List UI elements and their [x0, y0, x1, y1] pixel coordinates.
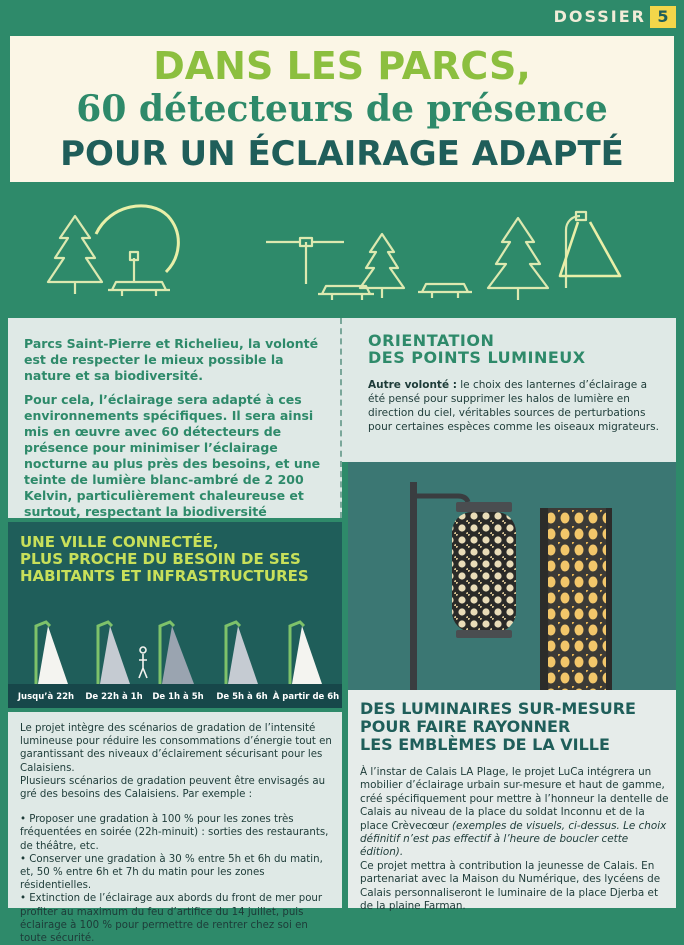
pedestrian-icon — [139, 647, 147, 678]
orientation-title-line-1: ORIENTATION — [368, 331, 495, 350]
intro-panel — [8, 318, 342, 518]
luminaires-caption-note: (exemples de visuels, ci-dessus. Le choix définitif n’est pas effectif à l’heure de boucler cette édition). — [360, 819, 667, 859]
luminaires-title-line-1: DES LUMINAIRES SUR-MESURE — [360, 699, 636, 718]
street-lamp-icon — [98, 622, 130, 684]
street-lamp-icon — [160, 622, 194, 684]
scenarios-paragraph-2: Plusieurs scénarios de gradation peuvent être envisagés au gré des besoins des Calaisiens. Par exemple : — [20, 775, 326, 801]
time-label-4: De 5h à 6h — [216, 692, 268, 702]
park-lighting-illustration — [0, 186, 684, 314]
scenarios-bullet-3: • Extinction de l’éclairage aux abords du front de mer pour profiter au maximum du feu d’artifice du 14 juillet, puis éclairage à 100 % pour permettre de rentrer chez soi en toute sécurité. — [20, 893, 323, 945]
luminaires-panel — [348, 690, 676, 913]
title-line-3: POUR UN ÉCLAIRAGE ADAPTÉ — [60, 134, 624, 174]
connected-city-panel — [8, 522, 342, 708]
section-label: DOSSIER — [553, 7, 646, 26]
luminaires-title-line-2: POUR FAIRE RAYONNER — [360, 717, 571, 736]
lace-luminaire-image — [348, 462, 676, 690]
luminaires-title-line-3: LES EMBLÈMES DE LA VILLE — [360, 735, 610, 754]
scenarios-paragraph-1: Le projet intègre des scénarios de gradation de l’intensité lumineuse pour réduire les consommations d’énergie tout en garantissant des niveaux d’éclairement sécurisant pour les Calaisiens. — [20, 723, 332, 774]
luminaires-paragraph-1: À l’instar de Calais LA Plage, le projet LuCa intégrera un mobilier d’éclairage urbain sur-mesure et haut de gamme, créé spécifiquement pour mettre à l’honneur la dentelle de Calais au niveau de la place du soldat Inconnu et de la place Crèvecœur — [360, 766, 669, 832]
title-line-1: DANS LES PARCS, — [153, 44, 531, 88]
scenarios-bullet-2: • Conserver une gradation à 30 % entre 5h et 6h du matin, et, 50 % entre 6h et 7h du matin pour les zones résidentielles. — [20, 853, 323, 892]
connected-title-line-2: PLUS PROCHE DU BESOIN DE SES — [20, 550, 301, 568]
intro-paragraph-2: Pour cela, l’éclairage sera adapté à ces environnements spécifiques. Il sera ainsi mis en œuvre avec 60 détecteurs de présence pour minimiser l’éclairage nocturne au plus près des besoins, et une teinte de lumière blanc-ambré de 2 200 Kelvin, particulièrement chaleureuse et surtout, respectant la biodiversité — [24, 392, 321, 519]
time-label-2: De 22h à 1h — [85, 692, 143, 702]
luminaires-text — [360, 766, 672, 913]
title-line-2: 60 détecteurs de présence — [76, 88, 608, 130]
top-bar — [0, 0, 684, 30]
luminaires-title — [360, 700, 670, 754]
intro-paragraph-1: Parcs Saint-Pierre et Richelieu, la volonté est de respecter le mieux possible la nature et sa biodiversité. — [24, 336, 319, 383]
page-number: 5 — [650, 6, 676, 28]
luminaire-photo — [348, 462, 676, 690]
street-lamp-icon — [290, 622, 322, 684]
scenarios-bullet-1: • Proposer une gradation à 100 % pour les zones très fréquentées en soirée (22h-minuit) : sorties des restaurants, de théâtre, etc. — [20, 814, 329, 852]
orientation-text — [368, 378, 666, 434]
orientation-title — [368, 332, 668, 366]
orientation-panel — [342, 318, 676, 462]
orientation-title-line-2: DES POINTS LUMINEUX — [368, 348, 586, 367]
time-label-1: Jusqu’à 22h — [17, 692, 75, 702]
orientation-lead: Autre volonté : — [368, 379, 457, 391]
street-lamp-icon — [226, 622, 258, 684]
connected-title-line-3: HABITANTS ET INFRASTRUCTURES — [20, 567, 309, 585]
connected-title-line-1: UNE VILLE CONNECTÉE, — [20, 533, 219, 551]
orientation-body: le choix des lanternes d’éclairage a été pensé pour supprimer les halos de lumière en direction du ciel, véritables sources de perturbations pour certaines espèces comme les oiseaux migrateurs. — [368, 379, 659, 433]
street-lamp-icon — [36, 622, 68, 684]
dimming-schedule-graphic — [8, 612, 342, 708]
luminaires-paragraph-2: Ce projet mettra à contribution la jeunesse de Calais. En partenariat avec la Maison du Numérique, des lycéens de Calais personnaliseront le luminaire de la place Djerba et de la plaine Farman. — [360, 859, 661, 913]
time-label-5: À partir de 6h — [272, 692, 340, 702]
time-label-3: De 1h à 5h — [152, 692, 204, 702]
connected-title — [20, 534, 340, 585]
title-box — [8, 34, 676, 184]
scenarios-panel — [8, 712, 342, 945]
